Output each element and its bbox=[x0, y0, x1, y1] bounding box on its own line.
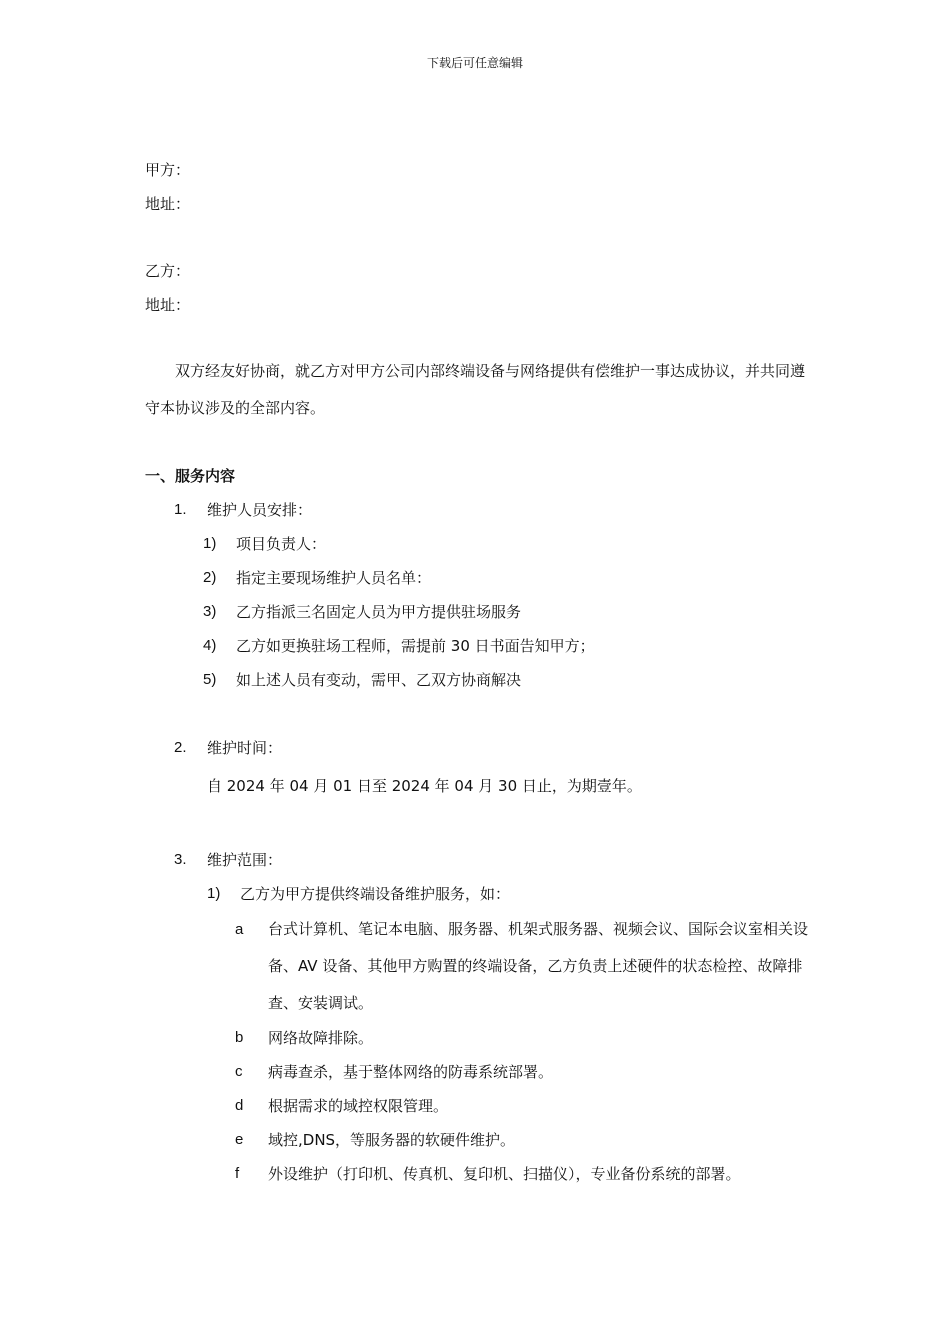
scope-letter-e: e bbox=[235, 1131, 244, 1148]
subitem-text: 指定主要现场维护人员名单： bbox=[236, 569, 432, 587]
scope-item-f-text: 外设维护（打印机、传真机、复印机、扫描仪），专业备份系统的部署。 bbox=[268, 1165, 741, 1183]
item-1-number: 1. bbox=[174, 501, 187, 518]
subitem-number: 5) bbox=[203, 671, 217, 688]
subitem-number: 4) bbox=[203, 637, 217, 654]
item-2-number: 2. bbox=[174, 739, 187, 756]
maintenance-period-text: 自 2024 年 04 月 01 日至 2024 年 04 月 30 日止，为期壹年。 bbox=[207, 777, 642, 795]
party-a-label: 甲方： bbox=[145, 161, 191, 179]
subitem-number: 3) bbox=[203, 603, 217, 620]
party-a-address-label: 地址： bbox=[145, 195, 191, 213]
section-1-heading: 一、服务内容 bbox=[145, 467, 236, 485]
subitem-number: 1) bbox=[203, 535, 217, 552]
scope-item-d-text: 根据需求的域控权限管理。 bbox=[268, 1097, 449, 1115]
scope-letter-f: f bbox=[235, 1165, 240, 1182]
subitem-text: 乙方指派三名固定人员为甲方提供驻场服务 bbox=[236, 603, 522, 621]
intro-paragraph: 双方经友好协商，就乙方对甲方公司内部终端设备与网络提供有偿维护一事达成协议，并共同遵守本协议涉及的全部内容。 bbox=[145, 362, 806, 417]
scope-item-b-text: 网络故障排除。 bbox=[268, 1029, 374, 1047]
page-header: 下载后可任意编辑 bbox=[426, 56, 523, 70]
scope-subitem-number: 1) bbox=[207, 885, 221, 902]
subitem-text: 乙方如更换驻场工程师，需提前 30 日书面告知甲方； bbox=[236, 637, 595, 655]
scope-subitem-text: 乙方为甲方提供终端设备维护服务，如： bbox=[240, 885, 511, 903]
scope-letter-c: c bbox=[235, 1063, 243, 1080]
scope-item-c-text: 病毒查杀，基于整体网络的防毒系统部署。 bbox=[268, 1063, 554, 1081]
subitem-number: 2) bbox=[203, 569, 217, 586]
subitem-text: 项目负责人： bbox=[236, 535, 327, 553]
scope-letter-a: a bbox=[235, 921, 244, 938]
item-1-title: 维护人员安排： bbox=[207, 501, 313, 519]
item-2-title: 维护时间： bbox=[207, 739, 283, 757]
subitem-text: 如上述人员有变动，需甲、乙双方协商解决 bbox=[236, 671, 522, 689]
item-3-title: 维护范围： bbox=[207, 851, 283, 869]
party-b-label: 乙方： bbox=[145, 262, 191, 280]
scope-item-e-text: 域控,DNS，等服务器的软硬件维护。 bbox=[268, 1131, 516, 1149]
item-3-number: 3. bbox=[174, 851, 187, 868]
scope-item-a-text: 台式计算机、笔记本电脑、服务器、机架式服务器、视频会议、国际会议室相关设备、AV 设备、其他甲方购置的终端设备，乙方负责上述硬件的状态检控、故障排查、安装调试。 bbox=[268, 920, 809, 1012]
party-b-address-label: 地址： bbox=[145, 296, 191, 314]
scope-letter-d: d bbox=[235, 1097, 244, 1114]
scope-letter-b: b bbox=[235, 1029, 244, 1046]
